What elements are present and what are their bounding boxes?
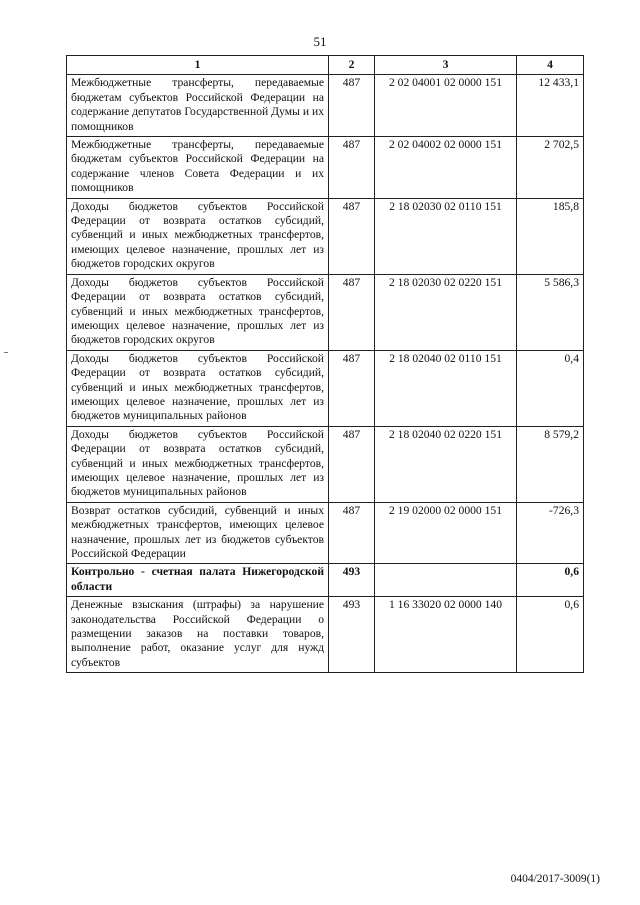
row-amount: 0,4 [517, 350, 584, 426]
table-row [67, 426, 584, 502]
column-header-3: 3 [375, 56, 517, 75]
row-budget-code: 2 02 04001 02 0000 151 [375, 75, 517, 137]
row-admin-code: 493 [329, 597, 375, 673]
row-description: Доходы бюджетов субъектов Российской Федерации от возврата остатков субсидий, субвенций и иных межбюджетных трансфертов, имеющих целевое назначение, прошлых лет из бюджетов городских округов [67, 274, 329, 350]
row-admin-code: 487 [329, 502, 375, 564]
row-description: Межбюджетные трансферты, передаваемые бюджетам субъектов Российской Федерации на содержание членов Совета Федерации и их помощников [67, 137, 329, 199]
row-budget-code: 2 18 02040 02 0110 151 [375, 350, 517, 426]
row-admin-code: 487 [329, 350, 375, 426]
row-description: Контрольно - счетная палата Нижегородской области [67, 564, 329, 597]
row-amount: 5 586,3 [517, 274, 584, 350]
row-admin-code: 487 [329, 274, 375, 350]
row-amount: 12 433,1 [517, 75, 584, 137]
row-admin-code: 493 [329, 564, 375, 597]
row-admin-code: 487 [329, 75, 375, 137]
table-row [67, 274, 584, 350]
row-amount: -726,3 [517, 502, 584, 564]
row-admin-code: 487 [329, 137, 375, 199]
row-amount: 0,6 [517, 564, 584, 597]
scan-edge-mark [4, 352, 8, 353]
row-amount: 2 702,5 [517, 137, 584, 199]
table-header-row [67, 56, 584, 75]
row-description: Доходы бюджетов субъектов Российской Федерации от возврата остатков субсидий, субвенций и иных межбюджетных трансфертов, имеющих целевое назначение, прошлых лет из бюджетов городских округов [67, 198, 329, 274]
table-row [67, 350, 584, 426]
row-budget-code: 1 16 33020 02 0000 140 [375, 597, 517, 673]
document-footer-code: 0404/2017-3009(1) [510, 873, 600, 885]
row-budget-code [375, 564, 517, 597]
row-description: Денежные взыскания (штрафы) за нарушение законодательства Российской Федерации о размещении заказов на поставки товаров, выполнение работ, оказание услуг для нужд субъектов [67, 597, 329, 673]
table-row [67, 75, 584, 137]
table-row [67, 137, 584, 199]
row-description: Межбюджетные трансферты, передаваемые бюджетам субъектов Российской Федерации на содержание депутатов Государственной Думы и их помощников [67, 75, 329, 137]
row-description: Доходы бюджетов субъектов Российской Федерации от возврата остатков субсидий, субвенций и иных межбюджетных трансфертов, имеющих целевое назначение, прошлых лет из бюджетов муниципальных районов [67, 426, 329, 502]
row-amount: 0,6 [517, 597, 584, 673]
row-budget-code: 2 18 02030 02 0110 151 [375, 198, 517, 274]
row-description: Доходы бюджетов субъектов Российской Федерации от возврата остатков субсидий, субвенций и иных межбюджетных трансфертов, имеющих целевое назначение, прошлых лет из бюджетов муниципальных районов [67, 350, 329, 426]
column-header-2: 2 [329, 56, 375, 75]
budget-table [66, 55, 584, 673]
row-description: Возврат остатков субсидий, субвенций и иных межбюджетных трансфертов, имеющих целевое назначение, прошлых лет из бюджетов субъектов Российской Федерации [67, 502, 329, 564]
table-row [67, 198, 584, 274]
row-amount: 185,8 [517, 198, 584, 274]
row-budget-code: 2 19 02000 02 0000 151 [375, 502, 517, 564]
row-admin-code: 487 [329, 198, 375, 274]
row-admin-code: 487 [329, 426, 375, 502]
row-amount: 8 579,2 [517, 426, 584, 502]
column-header-4: 4 [517, 56, 584, 75]
page-number: 51 [313, 34, 327, 49]
table-row [67, 502, 584, 564]
column-header-1: 1 [67, 56, 329, 75]
table-row [67, 564, 584, 597]
row-budget-code: 2 02 04002 02 0000 151 [375, 137, 517, 199]
row-budget-code: 2 18 02040 02 0220 151 [375, 426, 517, 502]
table-row [67, 597, 584, 673]
row-budget-code: 2 18 02030 02 0220 151 [375, 274, 517, 350]
